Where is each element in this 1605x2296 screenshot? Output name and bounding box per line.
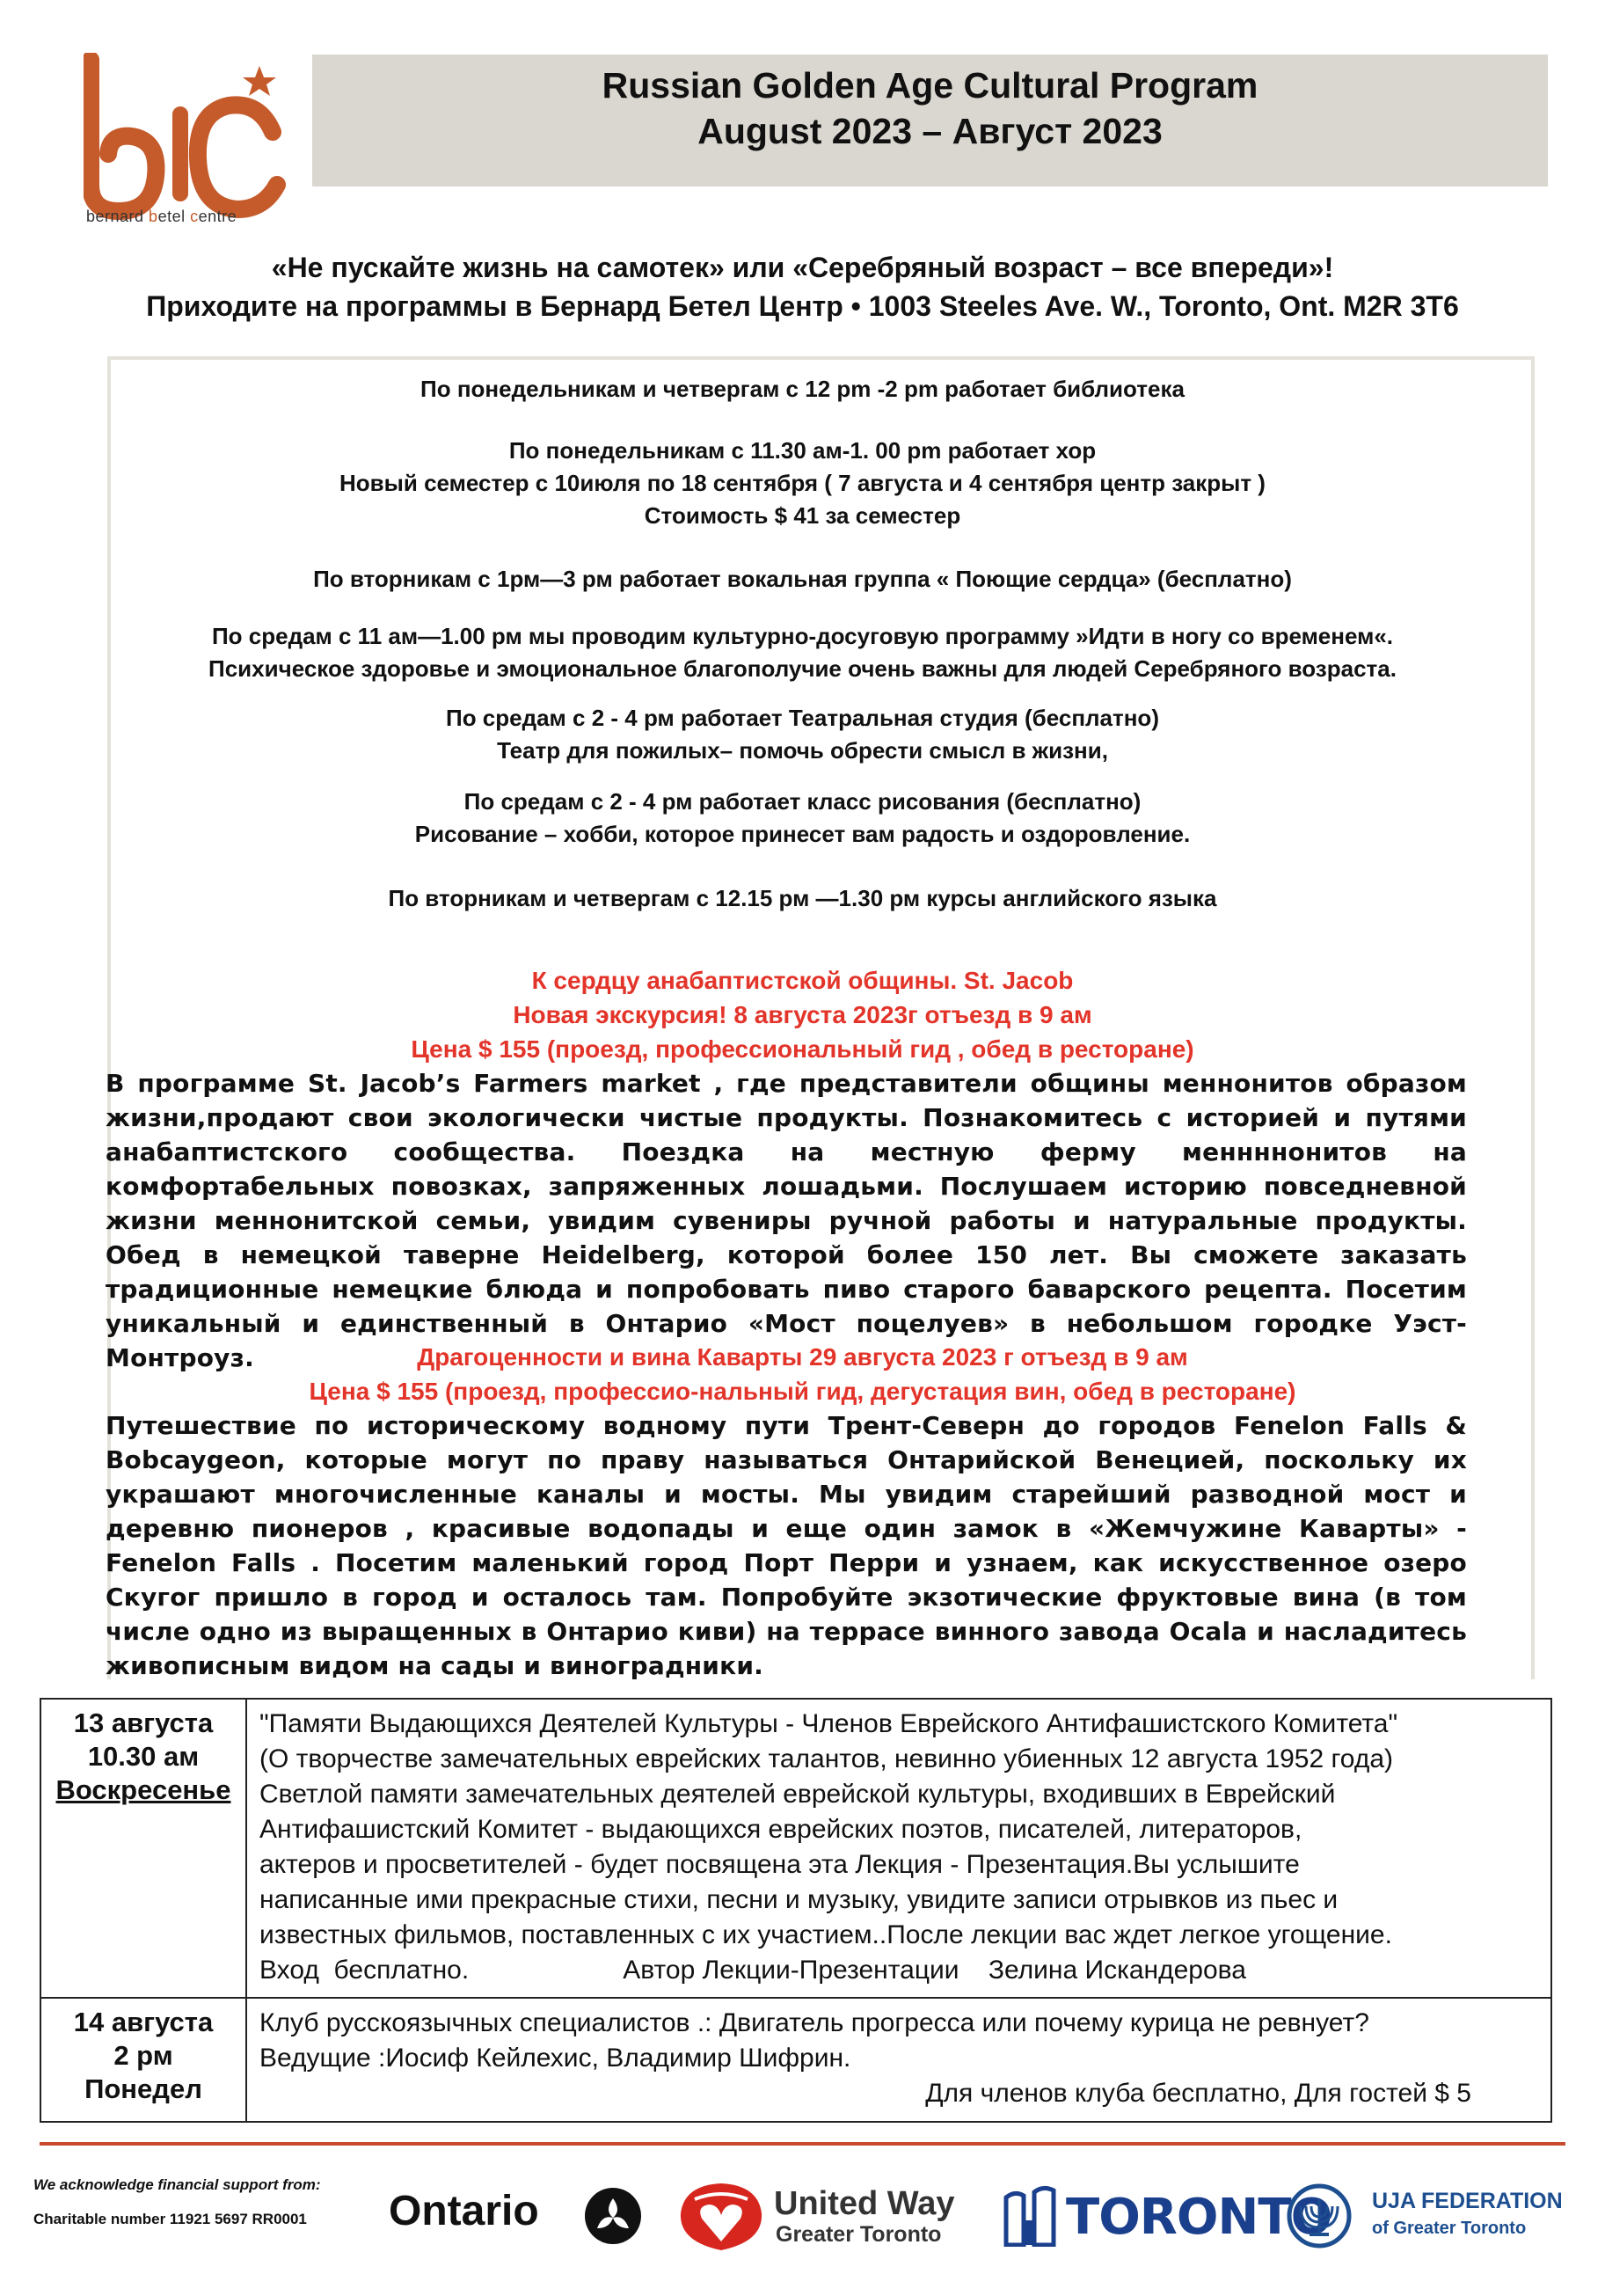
logo-text: bernard betel centre	[86, 208, 237, 225]
excursion1-date: Новая экскурсия! 8 августа 2023г отъезд в 9 ам	[513, 1001, 1092, 1028]
event-time: 10.30 ам	[87, 1741, 200, 1772]
schedule-library: По понедельникам и четвергам с 12 pm -2 pm работает библиотека	[420, 376, 1185, 402]
event-line: Антифашистский Комитет - выдающихся еврейских поэтов, писателей, литераторов,	[259, 1815, 1302, 1844]
excursion2-title: Драгоценности и вина Каварты 29 августа 2023 г отъезд в 9 ам	[417, 1343, 1188, 1371]
event-line: известных фильмов, поставленных с их участием..После лекции вас ждет легкое угощение.	[259, 1920, 1392, 1949]
event-date-cell	[40, 1998, 246, 2122]
united-way-icon	[677, 2180, 765, 2252]
bernard-betel-logo	[84, 53, 290, 233]
event-line: Клуб русскоязычных специалистов .: Двигатель прогресса или почему курица не ревнует?	[259, 2008, 1369, 2037]
event-line: Светлой памяти замечательных деятелей еврейской культуры, входивших в Еврейский	[259, 1780, 1336, 1809]
uja-subtitle: of Greater Toronto	[1372, 2219, 1527, 2238]
title-banner	[312, 55, 1548, 186]
footer-divider	[40, 2142, 1565, 2146]
charitable-number: Charitable number 11921 5697 RR0001	[33, 2211, 307, 2227]
slogan-line-2: Приходите на программы в Бернард Бетел Центр • 1003 Steeles Ave. W., Toronto, Ont. M2R 3T6	[146, 290, 1459, 322]
schedule-culture: По средам с 11 ам—1.00 рм мы проводим культурно-досуговую программу »Идти в ногу со временем«. Психическое здоровье и эмоциональное благополучие очень важны для людей Серебряного возраста.	[208, 623, 1397, 682]
excursion2-description: Путешествие по историческому водному пути Трент-Северн до городов Fenelon Falls & Bobcaygeon, которые могут по праву называться Онтарийской Венецией, поскольку их украшают многочисленные каналы и мосты. Мы увидим старейший разводной мост и деревню пионеров , красивые водопады и еще один замок в «Жемчужине Каварты» - Fenelon Falls . Посетим маленький город Порт Перри и узнаем, как искусственное озеро Скугог пришло в город и осталось там. Попробуйте экзотические фруктовые вина (в том числе одно из выращенных в Онтарио киви) на террасе винного завода Ocala и насладитесь живописным видом на сады и виноградники.	[106, 1411, 1467, 1680]
excursion2-price: Цена $ 155 (проезд, профессио-нальный гид, дегустация вин, обед в ресторане)	[309, 1378, 1296, 1405]
table-row	[40, 1699, 1551, 1998]
event-date: 14 августа	[73, 2007, 214, 2037]
slogan	[0, 248, 1605, 325]
acknowledgement: We acknowledge financial support from:	[33, 2176, 321, 2193]
uja-menorah-icon	[1287, 2183, 1352, 2248]
table-row	[40, 1998, 1551, 2122]
excursion1-title: К сердцу анабаптистской общины. St. Jacob	[531, 967, 1074, 994]
schedule-drawing: По средам с 2 - 4 рм работает класс рисования (бесплатно) Рисование – хобби, которое принесет вам радость и оздоровление.	[414, 788, 1191, 847]
trillium-icon	[583, 2186, 643, 2246]
event-date: 13 августа	[73, 1707, 214, 1738]
event-time: 2 рм	[113, 2040, 173, 2071]
page-subtitle: August 2023 – Август 2023	[697, 111, 1163, 151]
event-line: "Памяти Выдающихся Деятелей Культуры - Членов Еврейского Антифашистского Комитета"	[259, 1709, 1398, 1738]
united-way-subtitle: Greater Toronto	[776, 2222, 942, 2247]
toronto-wordmark: TORONTO	[1066, 2189, 1332, 2246]
toronto-city-hall-icon	[1003, 2185, 1057, 2247]
schedule-vocal: По вторникам с 1рм—3 рм работает вокальная группа « Поющие сердца» (бесплатно)	[313, 566, 1292, 592]
excursion1-price: Цена $ 155 (проезд, профессиональный гид , обед в ресторане)	[411, 1035, 1194, 1063]
event-description	[246, 1998, 1551, 2122]
ontario-wordmark: Ontario	[389, 2188, 539, 2234]
page-title: Russian Golden Age Cultural Program	[602, 65, 1258, 106]
event-date-cell	[40, 1699, 246, 1998]
schedule-choir: По понедельникам с 11.30 ам-1. 00 pm работает хор Новый семестер с 10июля по 18 сентября ( 7 августа и 4 сентября центр закрыт ) Стоимость $ 41 за семестер	[339, 437, 1266, 529]
event-line: написанные ими прекрасные стихи, песни и музыку, увидите записи отрывков из пьес и	[259, 1885, 1339, 1914]
event-day: Воскресенье	[55, 1774, 231, 1805]
event-line: (О творчестве замечательных еврейских талантов, невинно убиенных 12 августа 1952 года)	[259, 1744, 1394, 1773]
event-line: Ведущие :Иосиф Кейлехис, Владимир Шифрин.	[259, 2044, 851, 2073]
schedule-english: По вторникам и четвергам с 12.15 рм —1.30 рм курсы английского языка	[388, 885, 1217, 911]
schedule-theatre: По средам с 2 - 4 рм работает Театральная студия (бесплатно) Театр для пожилых– помочь обрести смысл в жизни,	[446, 705, 1159, 764]
event-line: Вход бесплатно. Автор Лекции-Презентации Зелина Искандерова	[259, 1956, 1246, 1985]
events-table	[40, 1698, 1552, 2123]
slogan-line-1: «Не пускайте жизнь на самотек» или «Серебряный возраст – все впереди»!	[271, 252, 1334, 283]
excursion1-description: В программе St. Jacob’s Farmers market , где представители общины меннонитов образом жизни,продают свои экологически чистые продукты. Познакомитесь с историей и путями анабаптистского сообщества. Поездка на местную ферму меннннонитов на комфортабельных повозках, запряженных лошадьми. Послушаем историю повседневной жизни меннонитской семьи, увидим сувениры ручной работы и натуральные продукты. Обед в немецкой таверне Heidelberg, которой более 150 лет. Вы сможете заказать традиционные немецкие блюда и попробовать пиво старого баварского рецепта. Посетим уникальный и единственный в Онтарио «Мост поцелуев» в небольшом городке Уэст-Монтроуз.	[106, 1069, 1467, 1372]
event-description	[246, 1699, 1551, 1998]
event-day: Понедел	[84, 2073, 202, 2104]
event-note: Для членов клуба бесплатно, Для гостей $ 5	[925, 2079, 1471, 2108]
uja-wordmark: UJA FEDERATION	[1372, 2189, 1563, 2213]
united-way-wordmark: United Way	[774, 2185, 955, 2222]
event-line: актеров и просветителей - будет посвящена эта Лекция - Презентация.Вы услышите	[259, 1850, 1300, 1879]
